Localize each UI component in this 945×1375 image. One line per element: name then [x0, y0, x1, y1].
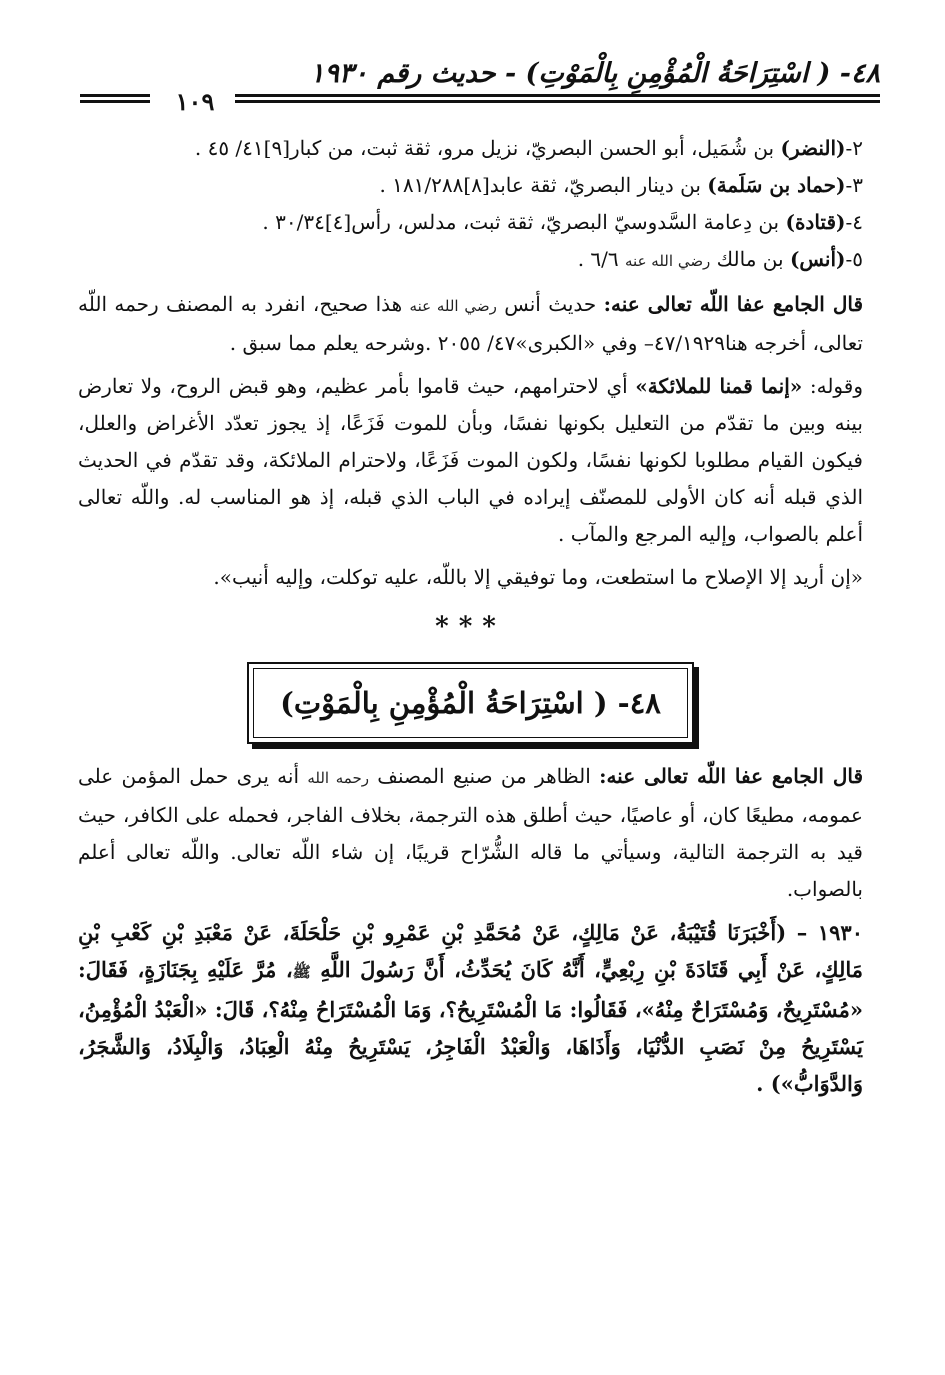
eulogy-glyph: رحمه الله	[307, 769, 369, 787]
commentary-paragraph: قال الجامع عفا اللّه تعالى عنه: الظاهر من صنيع المصنف رحمه الله أنه يرى حمل المؤمن على عمومه، مطيعًا كان، أو عاصيًا، حيث أطلق هذه الترجمة، بخلاف الفاجر، فحمله على الكافر، حيث قيد به الترجمة التالية، وسيأتي ما قاله الشُّرّاح قريبًا، إن شاء اللّه تعالى. واللّه تعالى أعلم بالصواب.	[78, 764, 864, 901]
eulogy-glyph: ﷺ	[292, 963, 311, 981]
chapter-title: ٤٨- ( اسْتِرَاحَةُ الْمُؤْمِنِ بِالْمَوْتِ)	[253, 668, 688, 738]
narrator-entry: ٢-(النضر) بن شُمَيل، أبو الحسن البصريّ، نزيل مرو، ثقة ثبت، من كبار[٩]٤١/ ٤٥ .	[194, 136, 863, 160]
narrator-name: (أنس)	[789, 247, 846, 271]
page-header	[80, 52, 880, 116]
eulogy-glyph: رضي الله عنه	[409, 297, 497, 315]
eulogy-glyph: رضي الله عنه	[625, 252, 711, 270]
commentary-paragraph: وقوله: «إنما قمنا للملائكة» أي لاحترامهم، حيث قاموا بأمر عظيم، وهو قبض الروح، ولا تعارض بينه وبين ما تقدّم من التعليل بكونها نفسًا، وبأن للموت فَزَعًا، إذ يجوز تعدّد الأغراض والعلل، فيكون القيام مطلوبا لكونها نفسًا، ولكون الموت فَزَعًا، ولاحترام الملائكة، وقد تقدّم في الحديث الذي قبله أنه كان الأولى للمصنّف إيراده في الباب الذي قبله، إذ هو المناسب له. واللّه تعالى أعلم بالصواب، وإليه المرجع والمآب .	[78, 374, 863, 546]
closing-verse: «إن أريد إلا الإصلاح ما استطعت، وما توفيقي إلا باللّه، عليه توكلت، وإليه أنيب».	[213, 565, 863, 589]
page-number: ١٠٩	[175, 87, 215, 116]
chapter-title-wrapper	[78, 662, 863, 744]
running-title: ٤٨- ( اسْتِرَاحَةُ الْمُؤْمِنِ بِالْمَوْتِ) - حديث رقم ١٩٣٠	[309, 58, 880, 89]
header-rule	[235, 94, 880, 97]
narrator-entry: ٤-(قتادة) بن دِعامة السَّدوسيّ البصريّ، ثقة ثبت، مدلس، رأس[٤]٣٠/٣٤ .	[262, 210, 863, 234]
chapter-title-box	[247, 662, 694, 744]
commentary-label: قال الجامع عفا اللّه تعالى عنه:	[599, 764, 864, 788]
narrator-name: (حماد بن سَلَمة)	[707, 173, 846, 197]
page-body	[78, 130, 863, 1102]
narrator-name: (النضر)	[780, 136, 846, 160]
commentary-paragraph: قال الجامع عفا اللّه تعالى عنه: حديث أنس رضي الله عنه هذا صحيح، انفرد به المصنف رحمه اللّه تعالى، أخرجه هنا٤٧/١٩٢٩– وفي «الكبرى»٤٧/ ٢٠٥٥ .وشرحه يعلم مما سبق .	[78, 292, 864, 355]
quoted-phrase: «إنما قمنا للملائكة»	[635, 374, 803, 398]
section-separator: ***	[435, 612, 506, 642]
narrator-entry: ٣-(حماد بن سَلَمة) بن دينار البصريّ، ثقة عابد[٨]١٨١/٢٨٨ .	[379, 173, 863, 197]
narrator-name: (قتادة)	[785, 210, 846, 234]
narrator-entry: ٥-(أنس) بن مالك رضي الله عنه ٦/٦ .	[577, 247, 863, 271]
header-rule-left	[80, 94, 150, 97]
hadith-text: ١٩٣٠ – (أَخْبَرَنَا قُتَيْبَةُ، عَنْ مَالِكٍ، عَنْ مُحَمَّدِ بْنِ عَمْرِو بْنِ حَلْحَلَةَ، عَنْ مَعْبَدِ بْنِ كَعْبِ بْنِ مَالِكٍ، عَنْ أَبِي قَتَادَةَ بْنِ رِبْعِيٍّ، أَنَّهُ كَانَ يُحَدِّثُ، أَنَّ رَسُولَ اللَّهِ ﷺ، مُرَّ عَلَيْهِ بِجَنَازَةٍ، فَقَالَ: «مُسْتَرِيحٌ، وَمُسْتَرَاحٌ مِنْهُ»، فَقَالُوا: مَا الْمُسْتَرِيحُ؟، وَمَا الْمُسْتَرَاحُ مِنْهُ؟، قَالَ: «الْعَبْدُ الْمُؤْمِنُ، يَسْتَرِيحُ مِنْ نَصَبِ الدُّنْيَا، وَأَذَاهَا، وَالْعَبْدُ الْفَاجِرُ، يَسْتَرِيحُ مِنْهُ الْعِبَادُ، وَالْبِلَادُ، وَالشَّجَرُ، وَالدَّوَابُّ») .	[78, 920, 864, 1096]
commentary-label: قال الجامع عفا اللّه تعالى عنه:	[603, 292, 864, 316]
